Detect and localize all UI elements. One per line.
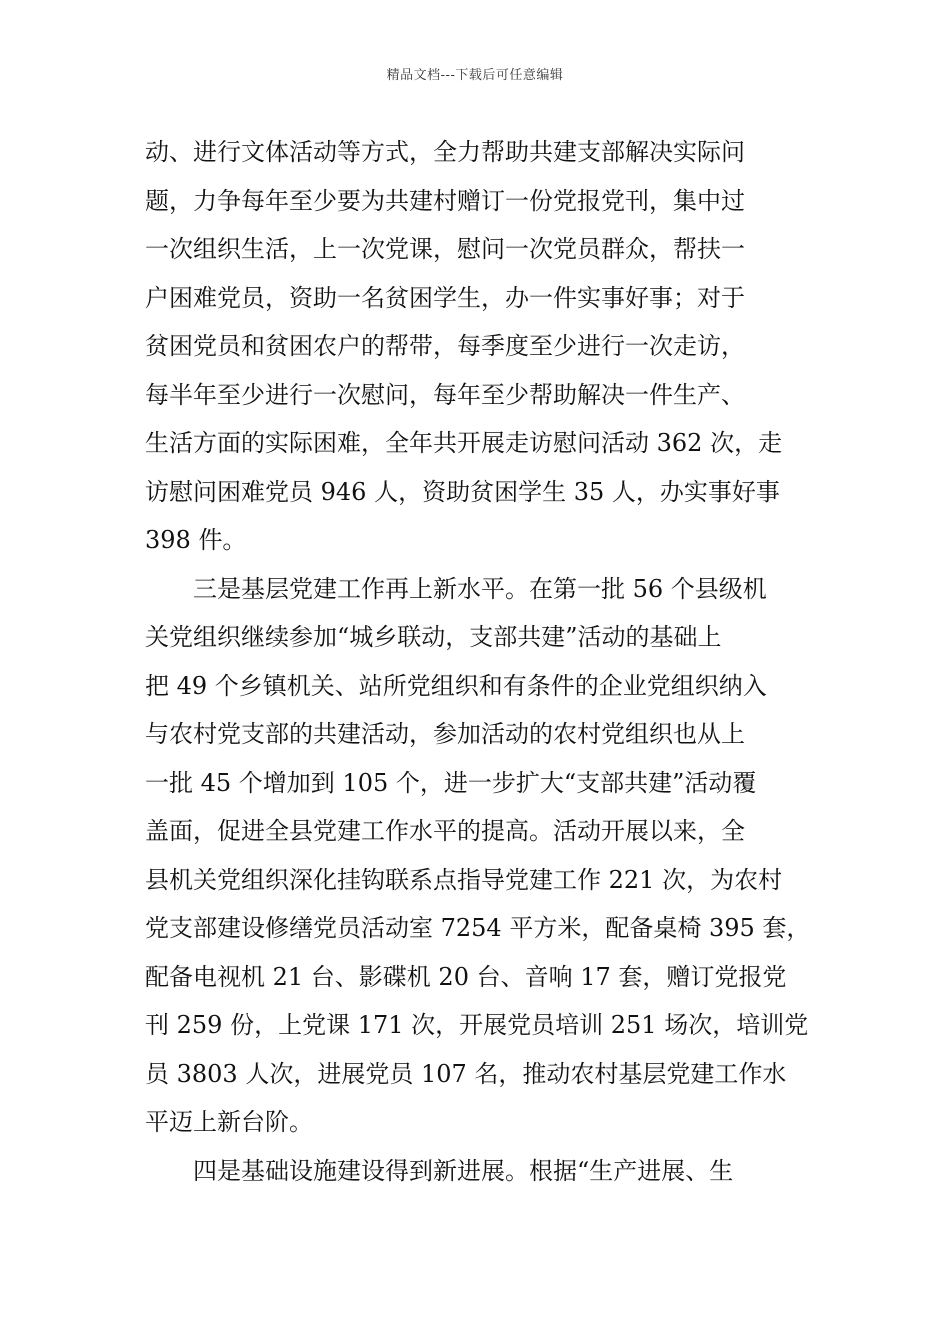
- text-line: 一次组织生活，上一次党课，慰问一次党员群众，帮扶一: [145, 235, 745, 263]
- header-text: 精品文档---下载后可任意编辑: [386, 68, 564, 83]
- text-line: 一批 45 个增加到 105 个，进一步扩大“支部共建”活动覆: [145, 768, 757, 797]
- text-line: 贫困党员和贫困农户的帮带，每季度至少进行一次走访，: [145, 332, 745, 360]
- page-header: [0, 64, 950, 83]
- text-line: 把 49 个乡镇机关、站所党组织和有条件的企业党组织纳入: [145, 671, 767, 700]
- text-line: 刊 259 份，上党课 171 次，开展党员培训 251 场次，培训党: [145, 1011, 809, 1039]
- paragraph-start-line: 四是基础设施建设得到新进展。根据“生产进展、生: [193, 1156, 734, 1185]
- text-line: 户困难党员，资助一名贫困学生，办一件实事好事；对于: [145, 283, 745, 312]
- text-line: 关党组织继续参加“城乡联动，支部共建”活动的基础上: [145, 623, 722, 651]
- text-line: 员 3803 人次，进展党员 107 名，推动农村基层党建工作水: [145, 1059, 787, 1088]
- paragraph-start-line: 三是基层党建工作再上新水平。在第一批 56 个县级机: [193, 574, 767, 603]
- text-line: 配备电视机 21 台、影碟机 20 台、音响 17 套，赠订党报党: [145, 962, 787, 991]
- text-line: 题，力争每年至少要为共建村赠订一份党报党刊，集中过: [145, 186, 745, 215]
- text-line: 县机关党组织深化挂钩联系点指导党建工作 221 次，为农村: [145, 865, 783, 894]
- text-line: 动、进行文体活动等方式，全力帮助共建支部解决实际问: [145, 138, 745, 166]
- text-line: 398 件。: [145, 526, 247, 554]
- text-line: 党支部建设修缮党员活动室 7254 平方米，配备桌椅 395 套，: [145, 914, 811, 942]
- text-line: 访慰问困难党员 946 人，资助贫困学生 35 人，办实事好事: [145, 477, 780, 506]
- text-line: 与农村党支部的共建活动，参加活动的农村党组织也从上: [145, 720, 745, 748]
- document-body: [145, 128, 820, 1195]
- text-line: 盖面，促进全县党建工作水平的提高。活动开展以来，全: [145, 817, 745, 845]
- text-line: 平迈上新台阶。: [145, 1108, 313, 1136]
- text-line: 生活方面的实际困难，全年共开展走访慰问活动 362 次，走: [145, 429, 783, 457]
- text-line: 每半年至少进行一次慰问，每年至少帮助解决一件生产、: [145, 380, 745, 409]
